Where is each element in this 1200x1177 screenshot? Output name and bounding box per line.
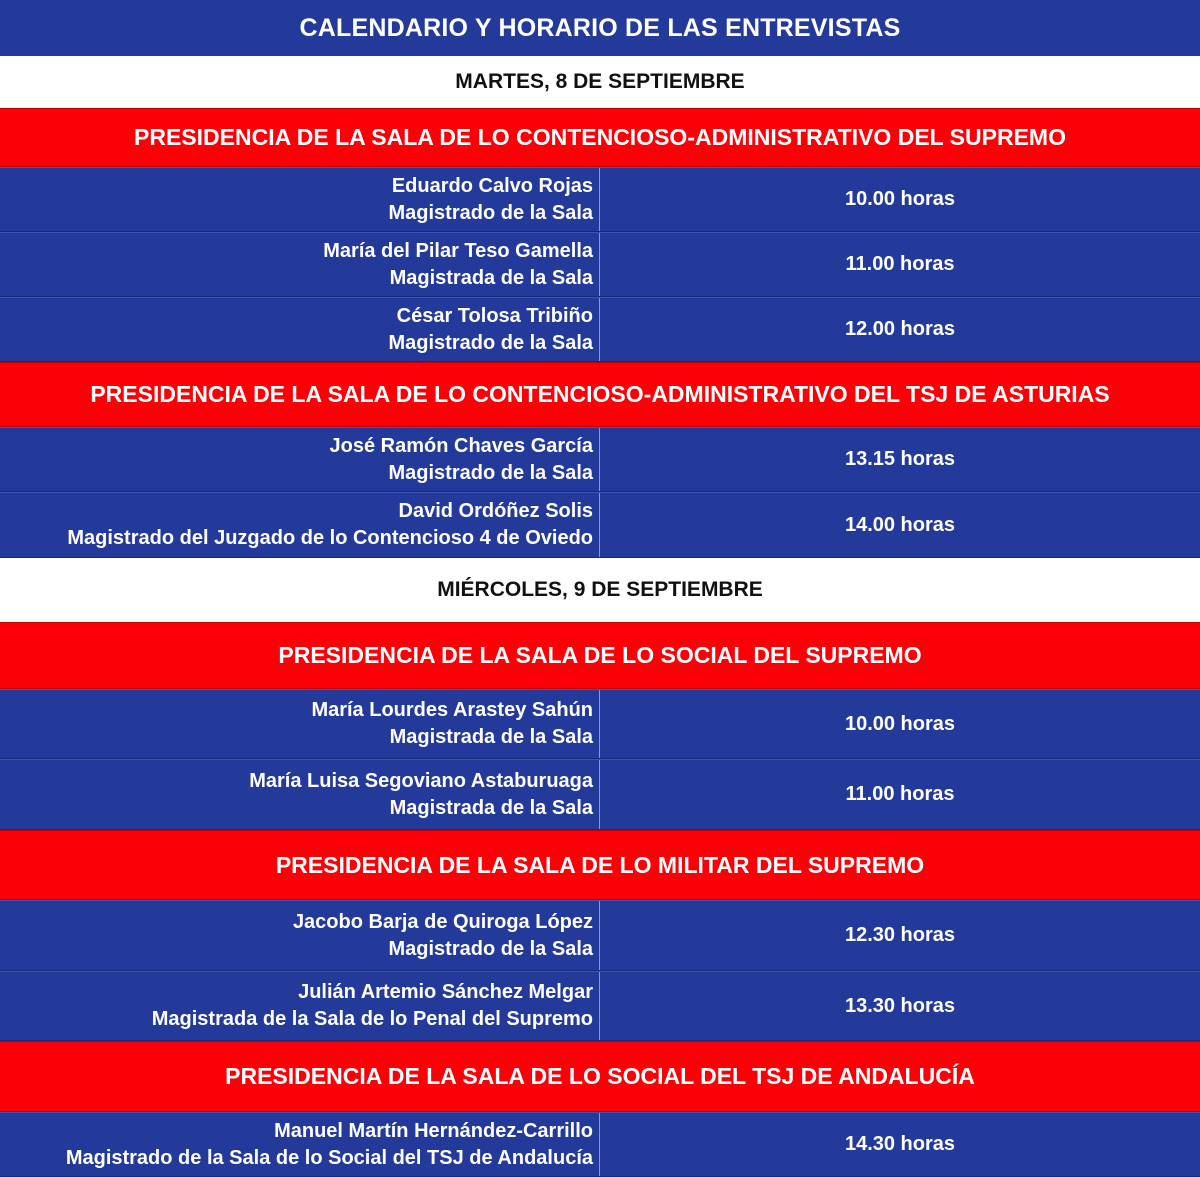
table-row	[0, 297, 1200, 362]
table-row	[0, 900, 1200, 971]
section-heading: PRESIDENCIA DE LA SALA DE LO SOCIAL DEL TSJ DE ANDALUCÍA	[0, 1041, 1200, 1112]
person-role: Magistrado del Juzgado de lo Contencioso 4 de Oviedo	[67, 527, 593, 549]
person-cell	[0, 690, 600, 758]
person-name: David Ordóñez Solis	[398, 500, 593, 522]
person-role: Magistrado de la Sala	[388, 331, 593, 354]
person-cell	[0, 428, 600, 491]
person-name: Julián Artemio Sánchez Melgar	[298, 981, 593, 1003]
person-cell	[0, 298, 600, 361]
table-row	[0, 759, 1200, 830]
section-heading: PRESIDENCIA DE LA SALA DE LO SOCIAL DEL SUPREMO	[0, 622, 1200, 689]
interview-time: 13.30 horas	[844, 994, 956, 1017]
person-cell	[0, 493, 600, 557]
person-cell	[0, 1113, 600, 1176]
person-name: Manuel Martín Hernández-Carrillo	[274, 1119, 593, 1142]
person-name: María Lourdes Arastey Sahún	[311, 699, 593, 721]
person-role: Magistrado de la Sala de lo Social del TSJ de Andalucía	[65, 1146, 593, 1169]
table-row	[0, 971, 1200, 1041]
person-role: Magistrada de la Sala	[389, 726, 593, 748]
person-role: Magistrada de la Sala	[389, 266, 593, 289]
day-heading-tuesday: MARTES, 8 DE SEPTIEMBRE	[0, 56, 1200, 108]
person-name: María del Pilar Teso Gamella	[323, 239, 593, 262]
person-cell	[0, 168, 600, 231]
person-name: Jacobo Barja de Quiroga López	[292, 910, 593, 933]
person-cell	[0, 760, 600, 829]
person-name: César Tolosa Tribiño	[396, 304, 593, 327]
person-cell	[0, 901, 600, 970]
table-row	[0, 689, 1200, 759]
section-heading: PRESIDENCIA DE LA SALA DE LO CONTENCIOSO-ADMINISTRATIVO DEL TSJ DE ASTURIAS	[0, 362, 1200, 427]
person-name: Eduardo Calvo Rojas	[391, 174, 593, 197]
day-heading-wednesday: MIÉRCOLES, 9 DE SEPTIEMBRE	[0, 558, 1200, 622]
interview-time: 12.30 horas	[844, 924, 956, 946]
table-row	[0, 1112, 1200, 1177]
interview-time: 14.30 horas	[844, 1133, 956, 1155]
person-role: Magistrado de la Sala	[388, 461, 593, 484]
interview-time: 11.00 horas	[845, 783, 955, 805]
interview-time: 12.00 horas	[844, 318, 956, 340]
interview-time: 14.00 horas	[844, 513, 956, 536]
person-role: Magistrada de la Sala	[389, 796, 593, 819]
interview-time: 13.15 horas	[844, 448, 956, 470]
person-name: María Luisa Segoviano Astaburuaga	[249, 769, 593, 792]
interview-time: 10.00 horas	[844, 188, 956, 210]
interview-time: 10.00 horas	[844, 712, 956, 735]
table-row	[0, 232, 1200, 297]
person-cell	[0, 972, 600, 1040]
section-heading: PRESIDENCIA DE LA SALA DE LO CONTENCIOSO-ADMINISTRATIVO DEL SUPREMO	[0, 108, 1200, 167]
person-name: José Ramón Chaves García	[329, 434, 593, 457]
person-cell	[0, 233, 600, 296]
interview-time: 11.00 horas	[845, 253, 955, 275]
person-role: Magistrado de la Sala	[388, 937, 593, 960]
person-role: Magistrada de la Sala de lo Penal del Supremo	[151, 1008, 593, 1030]
table-row	[0, 427, 1200, 492]
page-title: CALENDARIO Y HORARIO DE LAS ENTREVISTAS	[0, 0, 1200, 56]
table-row	[0, 167, 1200, 232]
section-heading: PRESIDENCIA DE LA SALA DE LO MILITAR DEL SUPREMO	[0, 830, 1200, 900]
table-row	[0, 492, 1200, 558]
person-role: Magistrado de la Sala	[388, 201, 593, 224]
